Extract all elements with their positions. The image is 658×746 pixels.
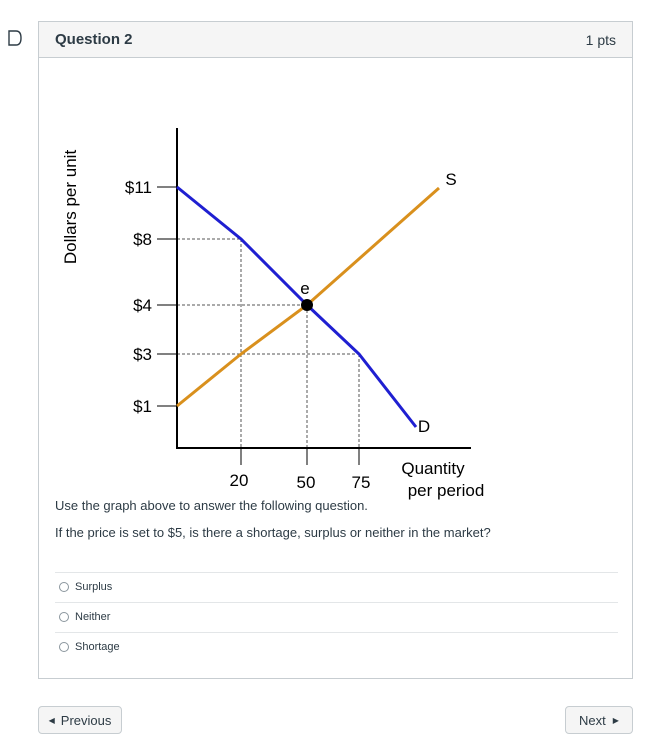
y-tick-label-3: $3 [133, 345, 152, 364]
previous-button[interactable] [38, 706, 122, 734]
y-tick-label-8: $8 [133, 230, 152, 249]
question-header [39, 22, 632, 58]
flag-question-icon[interactable] [8, 30, 22, 46]
answer-option-neither[interactable] [55, 602, 618, 632]
question-instruction: Use the graph above to answer the following question. [55, 498, 368, 513]
question-text: If the price is set to $5, is there a shortage, surplus or neither in the market? [55, 525, 491, 540]
x-axis-label-line2: per period [407, 481, 485, 500]
y-tick-label-4: $4 [133, 296, 152, 315]
caret-left-icon: ◀ [48, 715, 55, 725]
x-tick-label-50: 50 [296, 473, 316, 492]
previous-label: Previous [60, 712, 112, 728]
equilibrium-label: e [300, 279, 310, 298]
demand-label: D [417, 417, 431, 436]
caret-right-icon: ▶ [612, 715, 619, 725]
x-ticks [241, 448, 359, 465]
answer-label-surplus[interactable]: Surplus [75, 581, 113, 593]
answer-label-shortage[interactable]: Shortage [75, 641, 120, 653]
answer-list [55, 572, 618, 662]
question-points: 1 pts [585, 32, 616, 48]
supply-label: S [445, 170, 457, 189]
equilibrium-point [301, 299, 313, 311]
x-tick-label-20: 20 [229, 471, 249, 490]
next-button[interactable] [565, 706, 633, 734]
demand-curve [177, 187, 416, 427]
x-tick-label-75: 75 [351, 473, 371, 492]
supply-demand-chart [59, 82, 519, 512]
next-label: Next [579, 712, 606, 728]
y-ticks [157, 187, 177, 406]
y-tick-label-11: $11 [124, 178, 152, 197]
answer-label-neither[interactable]: Neither [75, 611, 111, 623]
y-axis-label: Dollars per unit [61, 149, 80, 265]
radio-shortage[interactable] [59, 642, 69, 652]
dashed-guides [177, 239, 359, 448]
answer-option-surplus[interactable] [55, 572, 618, 602]
answer-option-shortage[interactable] [55, 632, 618, 662]
y-tick-label-1: $1 [133, 397, 152, 416]
x-axis-label-line1: Quantity [401, 459, 465, 478]
radio-neither[interactable] [59, 612, 69, 622]
question-card [38, 21, 633, 679]
question-title: Question 2 [55, 31, 133, 48]
radio-surplus[interactable] [59, 582, 69, 592]
